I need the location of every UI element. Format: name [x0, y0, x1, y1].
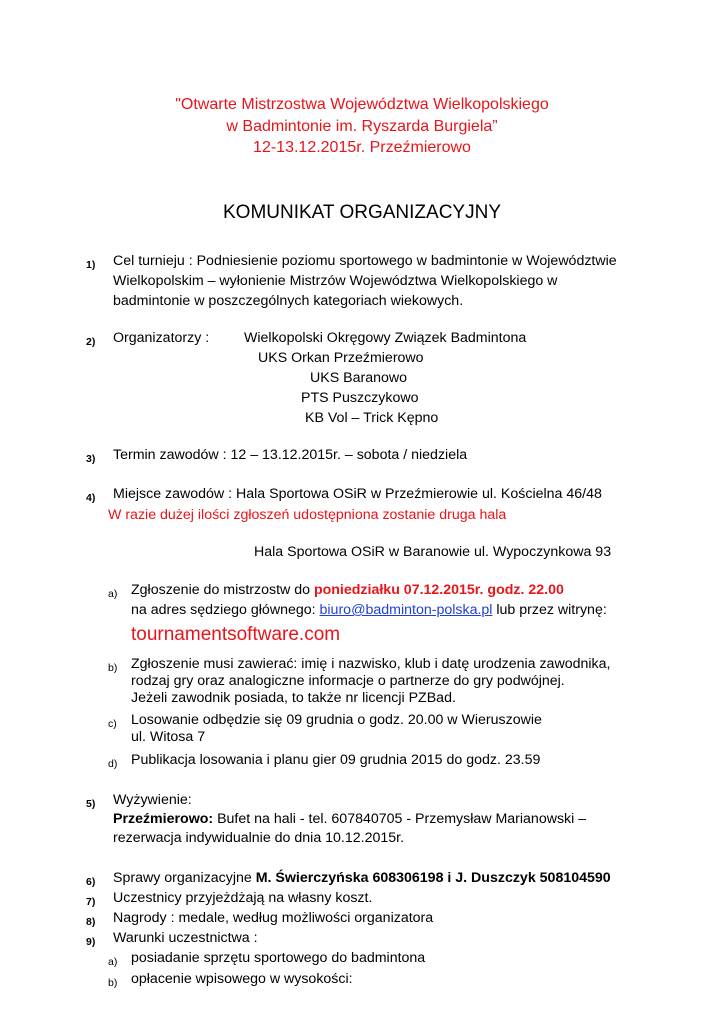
- section-1-line-2: Wielkopolskim – wyłonienie Mistrzów Województwa Wielkopolskiego w: [113, 273, 558, 289]
- venue-line: Miejsce zawodów : Hala Sportowa OSiR w Przeźmierowie ul. Kościelna 46/48: [113, 486, 602, 502]
- entry-requirements-line-1: Zgłoszenie musi zawierać: imię i nazwisko, klub i datę urodzenia zawodnika,: [131, 656, 611, 672]
- item-4b-letter: b): [108, 662, 118, 674]
- catering-location: Przeźmierowo:: [113, 811, 214, 827]
- catering-reservation: rezerwacja indywidualnie do dnia 10.12.2015r.: [113, 830, 405, 846]
- participation-conditions: Warunki uczestnictwa :: [113, 930, 258, 946]
- title-line-3: 12-13.12.2015r. Przeźmierowo: [253, 139, 471, 156]
- contacts-prefix: Sprawy organizacyjne: [113, 870, 256, 886]
- contacts-names-phones: M. Świerczyńska 608306198 i J. Duszczyk 508104590: [255, 870, 611, 886]
- registration-line-2: [131, 602, 607, 618]
- schedule-publication: Publikacja losowania i planu gier 09 grudnia 2015 do godz. 23.59: [131, 752, 541, 768]
- event-dates: Termin zawodów : 12 – 13.12.2015r. – sobota / niedziela: [113, 447, 468, 463]
- tournament-website: tournamentsoftware.com: [131, 624, 341, 645]
- second-venue: Hala Sportowa OSiR w Baranowie ul. Wypoczynkowa 93: [254, 544, 612, 560]
- registration-line-1: [131, 582, 564, 598]
- travel-costs: Uczestnicy przyjeżdżają na własny koszt.: [113, 890, 373, 906]
- entry-requirements-line-3: Jeżeli zawodnik posiada, to także nr licencji PZBad.: [131, 690, 456, 706]
- section-3-number: 3): [86, 453, 96, 465]
- organizer-1: Wielkopolski Okręgowy Związek Badmintona: [244, 330, 527, 346]
- item-9b-letter: b): [108, 977, 118, 989]
- section-6-number: 6): [86, 876, 96, 888]
- section-1-line-3: badmintonie w poszczególnych kategoriach wiekowych.: [113, 293, 464, 309]
- item-4a-letter: a): [108, 588, 118, 600]
- organizational-contacts: [113, 870, 611, 886]
- section-5-number: 5): [86, 798, 96, 810]
- item-4c-letter: c): [108, 718, 117, 730]
- title-line-1: "Otwarte Mistrzostwa Województwa Wielkopolskiego: [175, 96, 549, 113]
- organizer-4: PTS Puszczykowo: [301, 390, 419, 406]
- second-hall-note: W razie dużej ilości zgłoszeń udostępniona zostanie druga hala: [108, 507, 507, 523]
- registration-prefix: Zgłoszenie do mistrzostw do: [131, 582, 314, 598]
- registration-website-text: lub przez witrynę:: [492, 602, 607, 618]
- catering-heading: Wyżywienie:: [113, 792, 192, 808]
- section-1-number: 1): [86, 259, 96, 271]
- section-4-number: 4): [86, 492, 96, 504]
- section-1-line-1: Cel turnieju : Podniesienie poziomu sportowego w badmintonie w Województwie: [113, 253, 617, 269]
- referee-email-link[interactable]: biuro@badminton-polska.pl: [319, 602, 493, 618]
- title-line-2: w Badmintonie im. Ryszarda Burgiela”: [226, 118, 498, 135]
- entry-requirements-line-2: rodzaj gry oraz analogiczne informacje o partnerze do gry podwójnej.: [131, 673, 565, 689]
- catering-details: Bufet na hali - tel. 607840705 - Przemysław Marianowski –: [213, 811, 587, 827]
- registration-deadline: poniedziałku 07.12.2015r. godz. 22.00: [313, 582, 564, 598]
- section-2-number: 2): [86, 336, 96, 348]
- section-7-number: 7): [86, 896, 96, 908]
- section-8-number: 8): [86, 916, 96, 928]
- catering-line-2: [113, 811, 586, 827]
- registration-address-text: na adres sędziego głównego:: [131, 602, 320, 618]
- organizer-2: UKS Orkan Przeźmierowo: [258, 350, 424, 366]
- draw-info-line-2: ul. Witosa 7: [131, 729, 206, 745]
- section-9-number: 9): [86, 936, 96, 948]
- document-heading: KOMUNIKAT ORGANIZACYJNY: [223, 202, 501, 223]
- item-4d-letter: d): [108, 758, 118, 770]
- condition-entry-fee: opłacenie wpisowego w wysokości:: [131, 971, 353, 987]
- item-9a-letter: a): [108, 956, 118, 968]
- organizer-3: UKS Baranowo: [310, 370, 407, 386]
- draw-info-line-1: Losowanie odbędzie się 09 grudnia o godz. 20.00 w Wieruszowie: [131, 712, 542, 728]
- prizes: Nagrody : medale, według możliwości organizatora: [113, 910, 434, 926]
- condition-equipment: posiadanie sprzętu sportowego do badmintona: [131, 950, 426, 966]
- organizers-label: Organizatorzy :: [113, 330, 210, 346]
- organizer-5: KB Vol – Trick Kępno: [305, 410, 439, 426]
